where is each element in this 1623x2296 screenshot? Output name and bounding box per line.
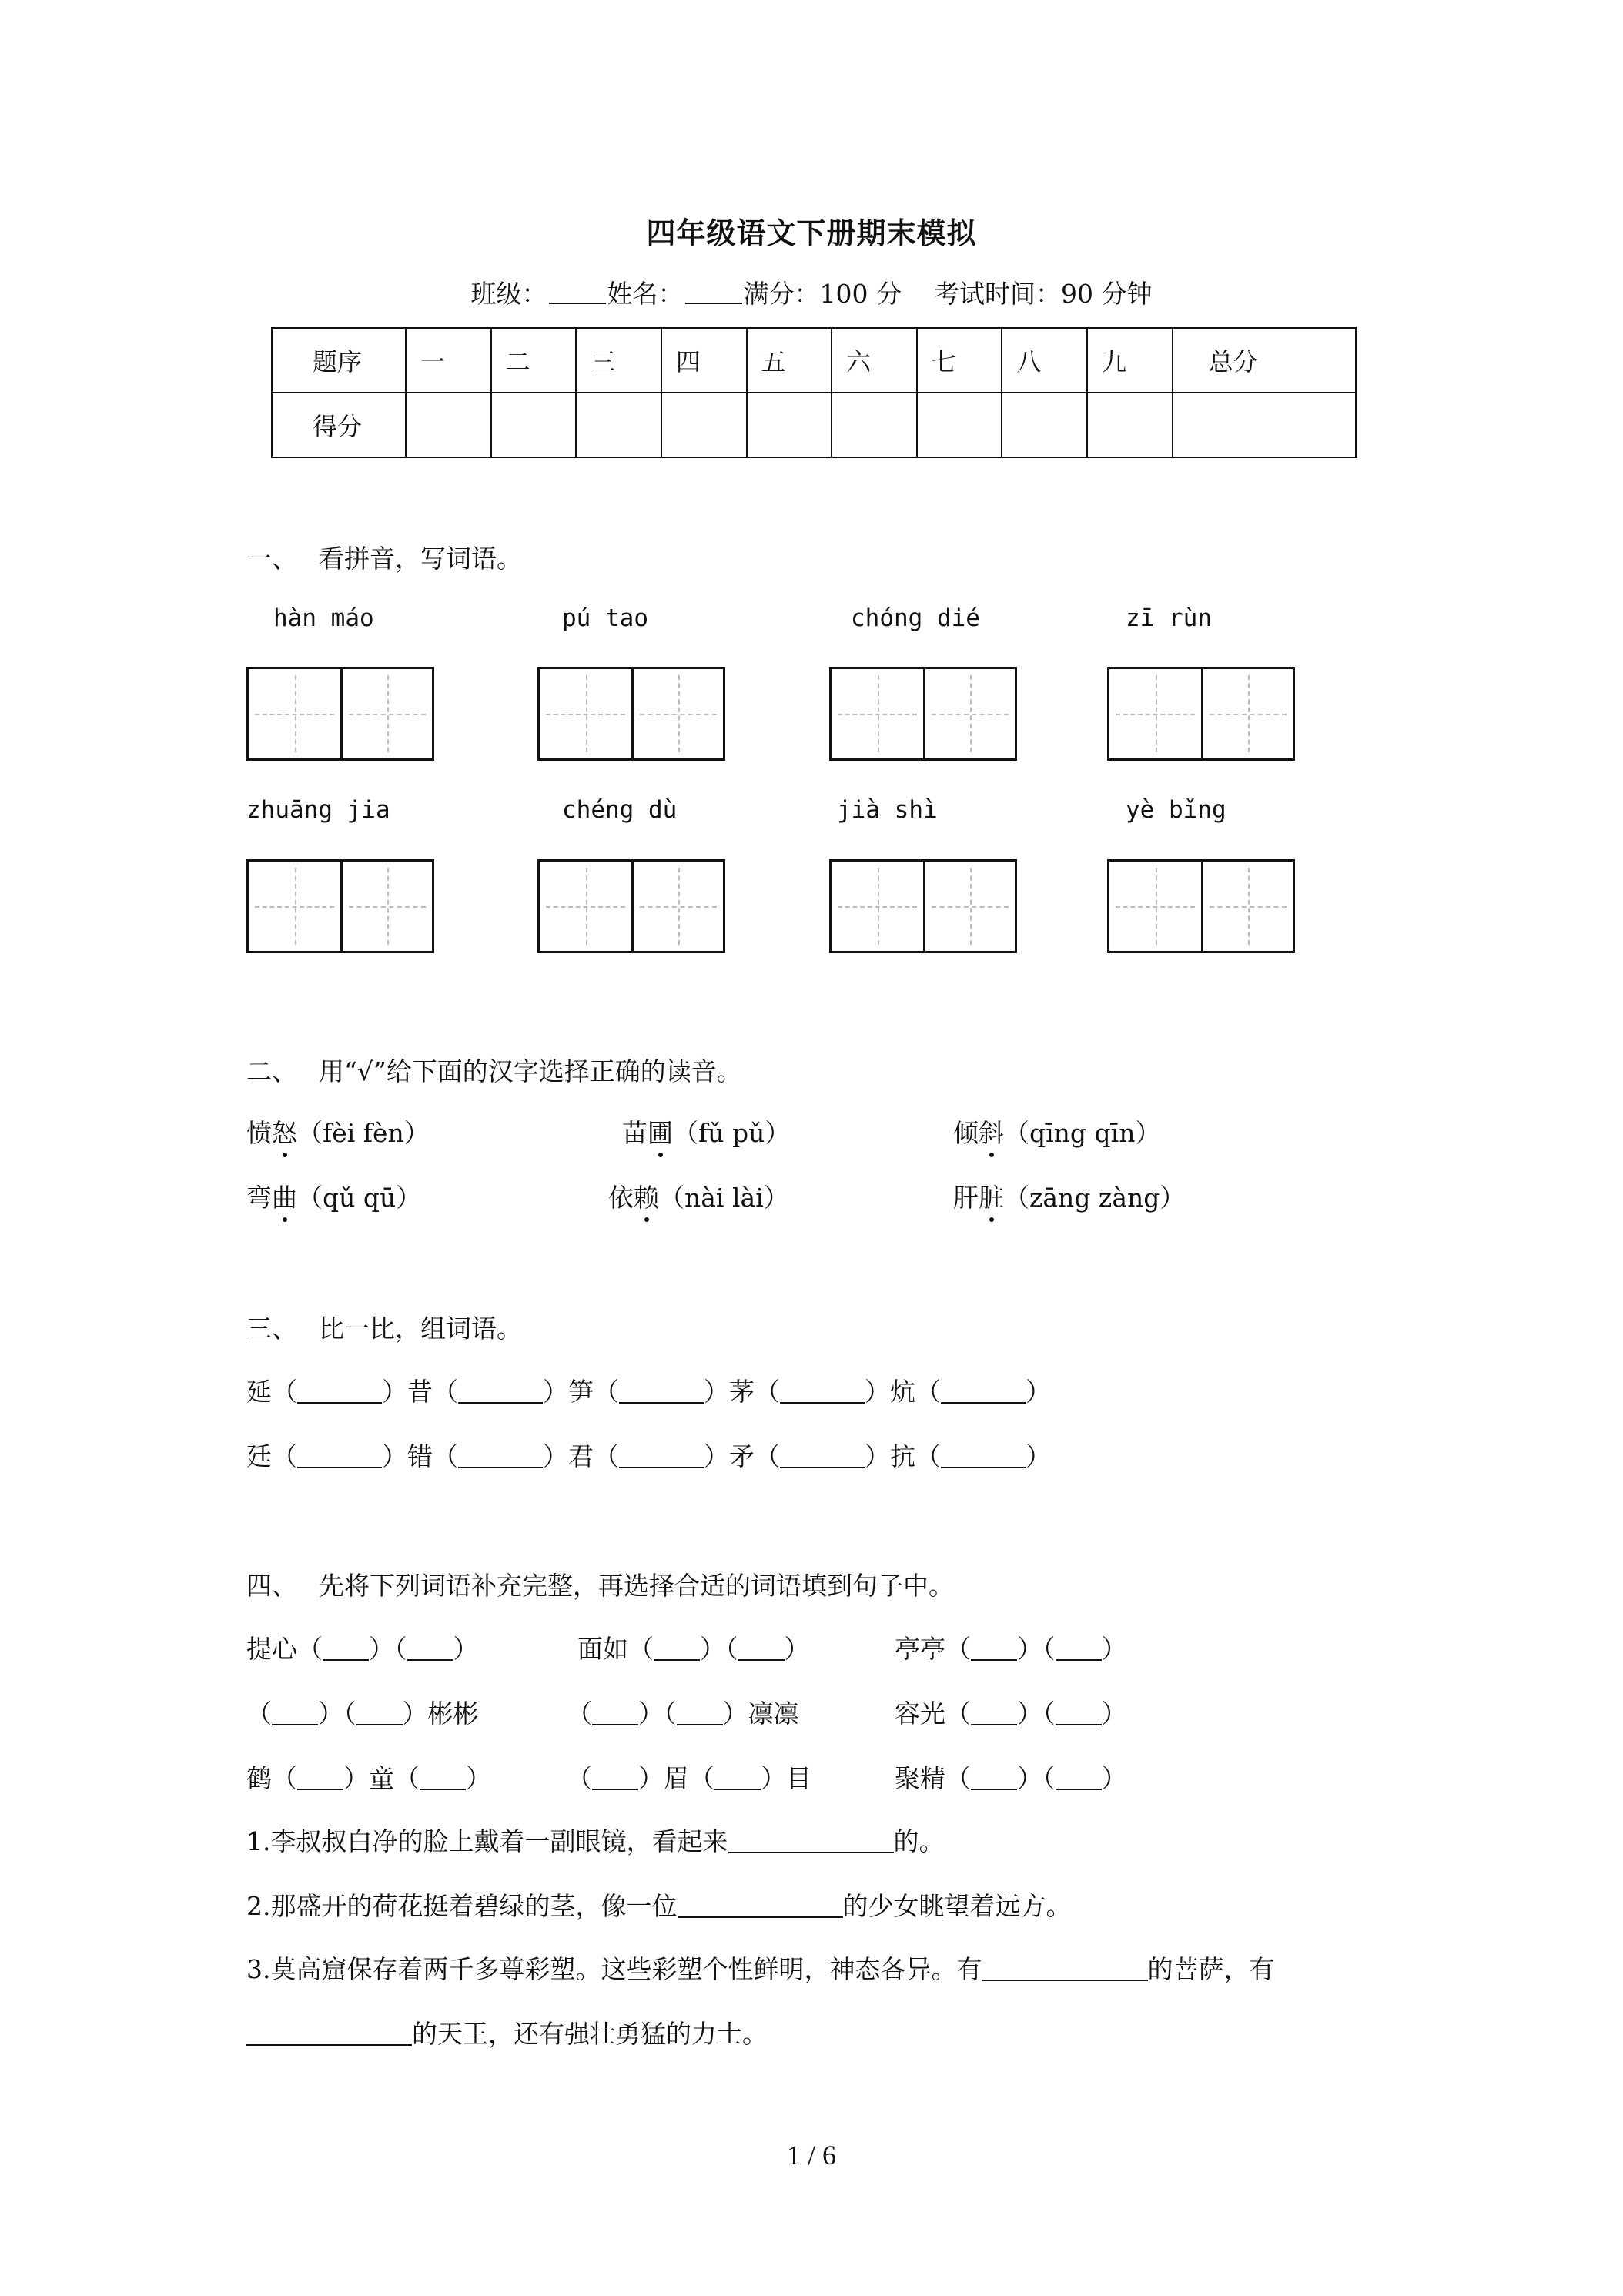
char: 矛 (729, 1441, 755, 1471)
paren-close: ） (865, 1441, 890, 1471)
score-cell[interactable] (491, 393, 577, 457)
section-4-heading (246, 1566, 954, 1602)
sentence-1 (246, 1822, 945, 1858)
class-label: 班级： (470, 279, 547, 309)
header-cell: 九 (1087, 328, 1173, 393)
char: 炕 (890, 1377, 915, 1407)
score-cell[interactable] (1087, 393, 1173, 457)
answer-blank[interactable] (420, 1788, 466, 1790)
pinyin-options: （nài lài） (659, 1183, 789, 1213)
answer-blank[interactable] (971, 1723, 1017, 1725)
idiom-text: 目 (786, 1763, 812, 1793)
score-cell[interactable] (406, 393, 491, 457)
item-char: 愤 (246, 1118, 272, 1148)
item-char: 弯 (246, 1183, 272, 1213)
answer-blank[interactable] (619, 1401, 704, 1404)
item-char: 倾 (953, 1118, 979, 1148)
idiom-text: 亭亭 (895, 1634, 945, 1664)
answer-blank[interactable] (714, 1788, 761, 1790)
pinyin-label: pú tao (562, 604, 648, 632)
writing-grid[interactable] (829, 859, 1017, 953)
paren-open: （ (594, 1377, 619, 1407)
answer-blank[interactable] (941, 1466, 1026, 1468)
answer-blank[interactable] (323, 1658, 369, 1661)
score-table-score-row (272, 393, 1356, 457)
sentence-text: 1.李叔叔白净的脸上戴着一副眼镜，看起来 (246, 1826, 728, 1856)
header-cell: 题序 (272, 328, 406, 393)
section-title: 看拼音，写词语。 (319, 544, 522, 574)
header-cell: 一 (406, 328, 491, 393)
sentence-text: 2.那盛开的荷花挺着碧绿的茎，像一位 (246, 1891, 678, 1921)
answer-blank[interactable] (619, 1466, 704, 1468)
paren-close: ） (382, 1377, 407, 1407)
answer-blank[interactable] (592, 1788, 638, 1790)
idiom-item: 容光（ ）（ ） (895, 1699, 1127, 1729)
answer-blank[interactable] (738, 1658, 785, 1661)
header-cell: 八 (1002, 328, 1087, 393)
answer-blank[interactable] (458, 1401, 543, 1404)
writing-grid[interactable] (829, 667, 1017, 761)
idiom-text: 童 (369, 1763, 394, 1793)
pinyin-options: （fèi fèn） (297, 1118, 430, 1148)
answer-blank[interactable] (1056, 1788, 1102, 1790)
answer-blank[interactable] (356, 1723, 403, 1725)
score-cell[interactable] (661, 393, 747, 457)
answer-blank[interactable] (272, 1723, 318, 1725)
idiom-item: （ ）（ ）凛凛 (567, 1699, 799, 1729)
writing-grid[interactable] (1107, 859, 1295, 953)
writing-grid[interactable] (537, 859, 725, 953)
answer-blank[interactable] (678, 1916, 843, 1918)
paren-open: （ (755, 1441, 780, 1471)
dotted-char: 脏 (979, 1178, 1004, 1214)
paren-close: ） (865, 1377, 890, 1407)
idiom-item: 聚精（ ）（ ） (895, 1763, 1127, 1793)
char: 廷 (246, 1441, 272, 1471)
exam-info (0, 274, 1623, 310)
reading-item[interactable] (622, 1113, 790, 1150)
section-number: 三、 (246, 1314, 297, 1344)
reading-item[interactable] (953, 1178, 1185, 1214)
idiom-item: 面如（ ）（ ） (577, 1634, 810, 1664)
section-title: 比一比，组词语。 (319, 1314, 522, 1344)
writing-grid[interactable] (246, 667, 434, 761)
pinyin-options: （qǔ qū） (297, 1183, 422, 1213)
idiom-text: 彬彬 (427, 1699, 479, 1729)
header-cell: 三 (576, 328, 661, 393)
full-score: 满分：100 分 (743, 279, 902, 309)
answer-blank[interactable] (728, 1851, 894, 1853)
sentence-3 (246, 1950, 1275, 1986)
idiom-text: 容光 (895, 1699, 945, 1729)
score-table-header-row (272, 328, 1356, 393)
answer-blank[interactable] (1056, 1658, 1102, 1661)
pinyin-label: jià shì (837, 796, 938, 824)
answer-blank[interactable] (592, 1723, 638, 1725)
char: 抗 (890, 1441, 915, 1471)
answer-blank[interactable] (971, 1788, 1017, 1790)
answer-blank[interactable] (297, 1788, 343, 1790)
compare-row-1 (246, 1372, 1051, 1408)
reading-item[interactable] (246, 1178, 421, 1214)
header-cell: 四 (661, 328, 747, 393)
answer-blank[interactable] (297, 1466, 382, 1468)
section-title: 先将下列词语补充完整，再选择合适的词语填到句子中。 (319, 1571, 954, 1601)
answer-blank[interactable] (297, 1401, 382, 1404)
idiom-text: 提心 (246, 1634, 297, 1664)
idiom-text: 面如 (577, 1634, 628, 1664)
pinyin-label: chóng dié (851, 604, 980, 632)
answer-blank[interactable] (780, 1466, 865, 1468)
pinyin-options: （fǔ pǔ） (673, 1118, 791, 1148)
idiom-item: 提心（ ）（ ） (246, 1634, 479, 1664)
score-cell[interactable] (1173, 393, 1356, 457)
item-char: 肝 (953, 1183, 979, 1213)
answer-blank[interactable] (246, 2043, 412, 2046)
idiom-text: 聚精 (895, 1763, 945, 1793)
pinyin-label: yè bǐng (1126, 796, 1226, 824)
class-blank[interactable] (549, 302, 606, 304)
answer-blank[interactable] (407, 1658, 453, 1661)
char: 茅 (729, 1377, 755, 1407)
section-2-heading (246, 1052, 742, 1088)
page-title: 四年级语文下册期末模拟 (646, 216, 977, 250)
paren-open: （ (433, 1377, 458, 1407)
section-1-heading (246, 539, 522, 575)
page-number: 1 / 6 (786, 2140, 836, 2170)
exam-time: 考试时间：90 分钟 (933, 279, 1153, 309)
idiom-item: 亭亭（ ）（ ） (895, 1634, 1127, 1664)
char: 错 (407, 1441, 433, 1471)
reading-item[interactable] (608, 1178, 789, 1214)
pinyin-options: （qīng qīn） (1004, 1118, 1161, 1148)
sentence-2 (246, 1886, 1072, 1923)
score-table (271, 327, 1357, 458)
paren-open: （ (915, 1441, 941, 1471)
name-blank[interactable] (685, 302, 742, 304)
answer-blank[interactable] (677, 1723, 723, 1725)
char: 君 (568, 1441, 594, 1471)
score-cell[interactable] (1002, 393, 1087, 457)
paren-open: （ (272, 1377, 297, 1407)
answer-blank[interactable] (780, 1401, 865, 1404)
header-cell: 五 (747, 328, 832, 393)
writing-grid[interactable] (1107, 667, 1295, 761)
paren-close: ） (1026, 1377, 1051, 1407)
reading-item[interactable] (953, 1113, 1160, 1150)
answer-blank[interactable] (654, 1658, 700, 1661)
answer-blank[interactable] (941, 1401, 1026, 1404)
paren-open: （ (594, 1441, 619, 1471)
paren-close: ） (382, 1441, 407, 1471)
reading-item[interactable] (246, 1113, 430, 1150)
paren-close: ） (704, 1441, 729, 1471)
paren-open: （ (272, 1441, 297, 1471)
paren-close: ） (1026, 1441, 1051, 1471)
pinyin-label: zhuāng jia (246, 796, 390, 824)
section-3-heading (246, 1309, 522, 1345)
paren-open: （ (755, 1377, 780, 1407)
section-number: 一、 (246, 544, 297, 574)
score-cell[interactable] (917, 393, 1002, 457)
item-char: 依 (608, 1183, 634, 1213)
pinyin-label: zī rùn (1126, 604, 1212, 632)
sentence-text: 的菩萨，有 (1147, 1954, 1275, 1984)
writing-grid[interactable] (246, 859, 434, 953)
header-cell: 六 (832, 328, 917, 393)
dotted-char: 曲 (272, 1178, 297, 1214)
item-char: 苗 (622, 1118, 648, 1148)
row-label: 得分 (272, 393, 406, 457)
idiom-text: 凛凛 (748, 1699, 799, 1729)
char: 笋 (568, 1377, 594, 1407)
sentence-text: 的少女眺望着远方。 (842, 1891, 1072, 1921)
paren-open: （ (433, 1441, 458, 1471)
sentence-text: 的天王，还有强壮勇猛的力士。 (412, 2019, 768, 2049)
section-title: 用“√”给下面的汉字选择正确的读音。 (319, 1056, 742, 1086)
header-cell: 总分 (1173, 328, 1356, 393)
dotted-char: 赖 (634, 1178, 659, 1214)
answer-blank[interactable] (458, 1466, 543, 1468)
writing-grid[interactable] (537, 667, 725, 761)
score-cell[interactable] (576, 393, 661, 457)
char: 延 (246, 1377, 272, 1407)
header-cell: 七 (917, 328, 1002, 393)
idiom-text: 鹤 (246, 1763, 272, 1793)
answer-blank[interactable] (982, 1979, 1148, 1981)
name-label: 姓名： (607, 279, 684, 309)
paren-open: （ (915, 1377, 941, 1407)
idiom-item: 鹤（ ）童（ ） (246, 1763, 491, 1793)
sentence-text: 3.莫高窟保存着两千多尊彩塑。这些彩塑个性鲜明，神态各异。有 (246, 1954, 982, 1984)
dotted-char: 斜 (979, 1113, 1004, 1150)
pinyin-label: chéng dù (562, 796, 678, 824)
dotted-char: 怒 (272, 1113, 297, 1150)
section-number: 二、 (246, 1056, 297, 1086)
sentence-text: 的。 (893, 1826, 945, 1856)
paren-close: ） (704, 1377, 729, 1407)
compare-row-2 (246, 1437, 1051, 1473)
score-cell[interactable] (747, 393, 832, 457)
paren-close: ） (543, 1441, 568, 1471)
header-cell: 二 (491, 328, 577, 393)
idiom-item: （ ）眉（ ）目 (567, 1763, 812, 1793)
paren-close: ） (543, 1377, 568, 1407)
char: 昔 (407, 1377, 433, 1407)
dotted-char: 圃 (648, 1113, 673, 1150)
section-number: 四、 (246, 1571, 297, 1601)
sentence-3-cont (246, 2014, 768, 2050)
idiom-item: （ ）（ ）彬彬 (246, 1699, 479, 1729)
score-cell[interactable] (832, 393, 917, 457)
answer-blank[interactable] (1056, 1723, 1102, 1725)
pinyin-options: （zāng zàng） (1004, 1183, 1186, 1213)
idiom-text: 眉 (664, 1763, 689, 1793)
answer-blank[interactable] (971, 1658, 1017, 1661)
pinyin-label: hàn máo (273, 604, 374, 632)
